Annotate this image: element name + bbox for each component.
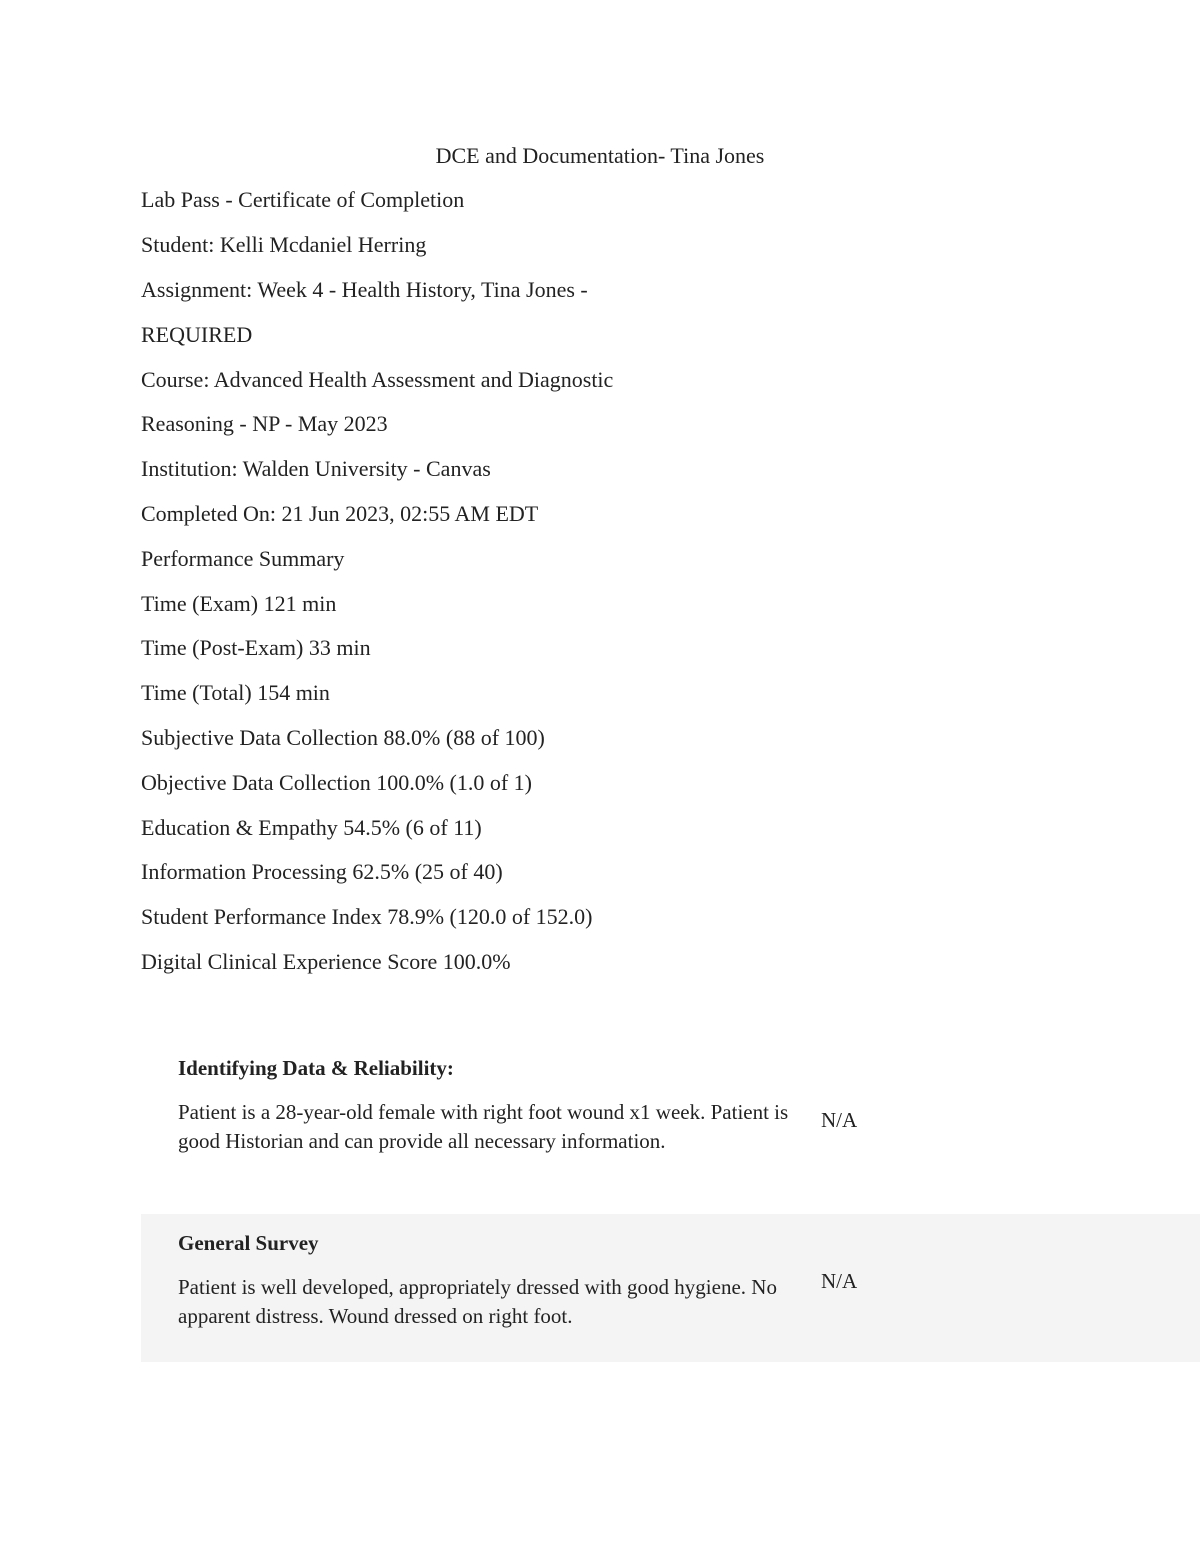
objective-data-line: Objective Data Collection 100.0% (1.0 of 1) bbox=[141, 770, 533, 795]
section-status: N/A bbox=[821, 1269, 858, 1293]
information-processing-line: Information Processing 62.5% (25 of 40) bbox=[141, 859, 503, 884]
assignment-line-continued: REQUIRED bbox=[141, 322, 253, 347]
institution-line: Institution: Walden University - Canvas bbox=[141, 456, 491, 481]
subjective-data-line: Subjective Data Collection 88.0% (88 of 100) bbox=[141, 725, 545, 750]
dce-score-line: Digital Clinical Experience Score 100.0% bbox=[141, 949, 511, 974]
course-line-continued: Reasoning - NP - May 2023 bbox=[141, 411, 388, 436]
section-heading: Identifying Data & Reliability: bbox=[178, 1056, 454, 1080]
performance-summary-heading: Performance Summary bbox=[141, 546, 345, 571]
section-status: N/A bbox=[821, 1108, 858, 1132]
course-line: Course: Advanced Health Assessment and Diagnostic bbox=[141, 367, 614, 392]
performance-index-line: Student Performance Index 78.9% (120.0 of 152.0) bbox=[141, 904, 593, 929]
document-title: DCE and Documentation- Tina Jones bbox=[435, 143, 765, 168]
assignment-line: Assignment: Week 4 - Health History, Tina Jones - bbox=[141, 277, 588, 302]
section-body: Patient is a 28-year-old female with right foot wound x1 week. Patient is good Historian and can provide all necessary information. bbox=[178, 1100, 789, 1153]
time-post-exam-line: Time (Post-Exam) 33 min bbox=[141, 635, 371, 660]
student-line: Student: Kelli Mcdaniel Herring bbox=[141, 232, 427, 257]
completed-on-line: Completed On: 21 Jun 2023, 02:55 AM EDT bbox=[141, 501, 539, 526]
education-empathy-line: Education & Empathy 54.5% (6 of 11) bbox=[141, 815, 482, 840]
time-exam-line: Time (Exam) 121 min bbox=[141, 591, 337, 616]
section-body: Patient is well developed, appropriately dressed with good hygiene. No apparent distress. Wound dressed on right foot. bbox=[178, 1275, 777, 1328]
time-total-line: Time (Total) 154 min bbox=[141, 680, 330, 705]
certificate-heading: Lab Pass - Certificate of Completion bbox=[141, 187, 465, 212]
section-heading: General Survey bbox=[178, 1231, 319, 1255]
